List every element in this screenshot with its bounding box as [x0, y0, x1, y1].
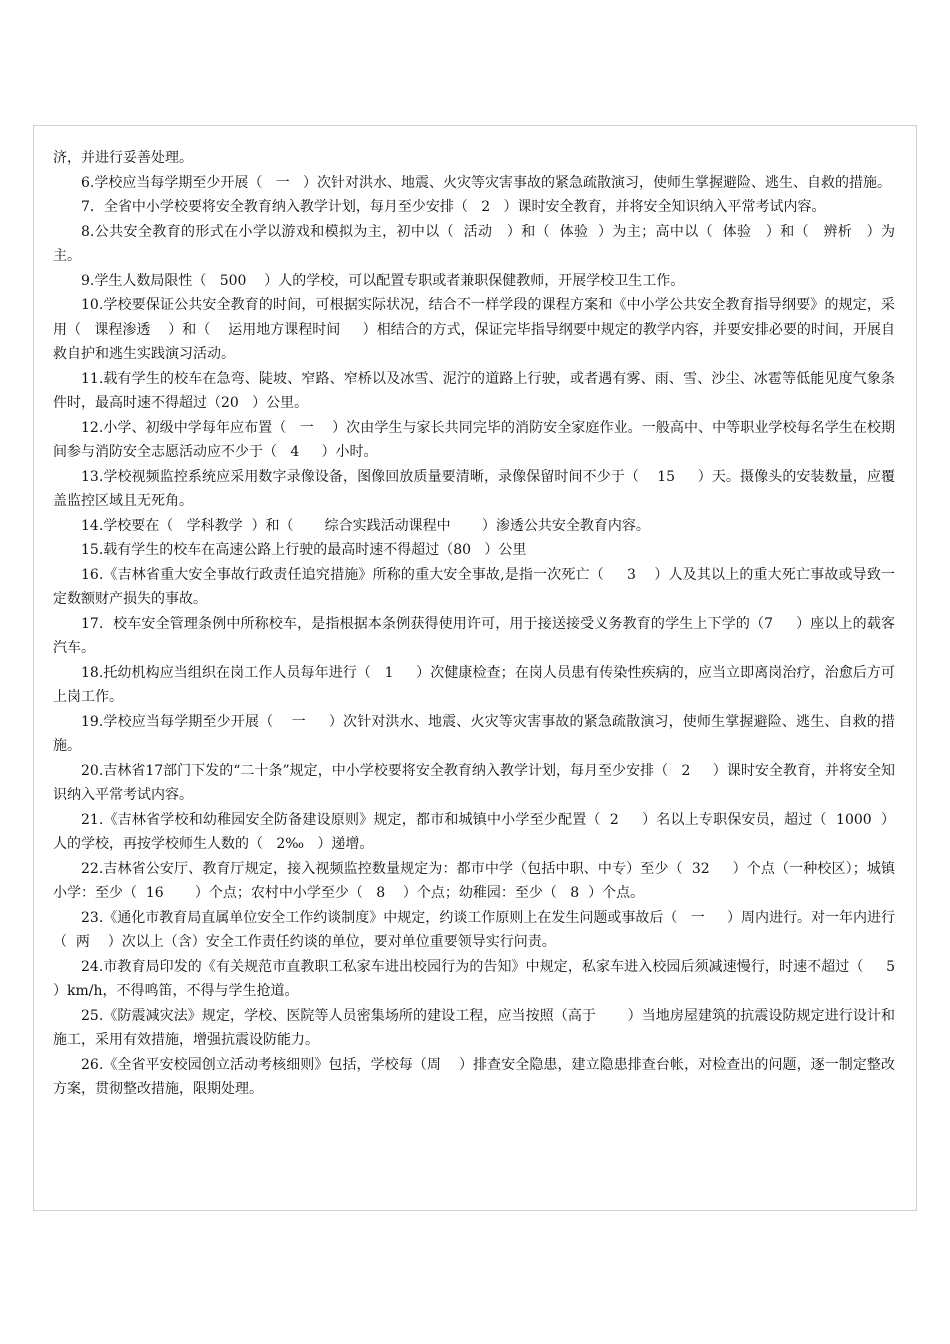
question-26: 26.《全省平安校园创立活动考核细则》包括，学校每（周 ）排查安全隐患，建立隐患排查台帐，对检查出的问题，逐一制定整改方案，贯彻整改措施，限期处理。	[53, 1056, 895, 1097]
question-13: 13.学校视频监控系统应采用数字录像设备，图像回放质量要清晰，录像保留时间不少于（ 15 ）天。摄像头的安装数量，应覆盖监控区域且无死角。	[53, 468, 895, 509]
question-18: 18.托幼机构应当组织在岗工作人员每年进行（ 1 ）次健康检查；在岗人员患有传染性疾病的，应当立即离岗治疗，治愈后方可上岗工作。	[53, 664, 895, 705]
question-21: 21.《吉林省学校和幼稚园安全防备建设原则》规定，都市和城镇中小学至少配置（ 2 ）名以上专职保安员，超过（ 1000 ）人的学校，再按学校师生人数的（ 2‰ ）递增。	[53, 811, 895, 852]
question-14: 14.学校要在（ 学科教学 ）和（ 综合实践活动课程中 ）渗透公共安全教育内容。	[81, 517, 650, 534]
question-10: 10.学校要保证公共安全教育的时间，可根据实际状况，结合不一样学段的课程方案和《中小学公共安全教育指导纲要》的规定，采用（ 课程渗透 ）和（ 运用地方课程时间 ）相结合的方式，保证完毕指导纲要中规定的教学内容，并要安排必要的时间，开展自救自护和逃生实践演习活动。	[53, 297, 895, 362]
question-20: 20.吉林省17部门下发的“二十条”规定，中小学校要将安全教育纳入教学计划，每月至少安排（ 2 ）课时安全教育，并将安全知识纳入平常考试内容。	[53, 762, 895, 803]
question-24: 24.市教育局印发的《有关规范市直教职工私家车进出校园行为的告知》中规定，私家车进入校园后须减速慢行，时速不超过（ 5 ）km/h，不得鸣笛，不得与学生抢道。	[53, 958, 918, 999]
question-11: 11.载有学生的校车在急弯、陡坡、窄路、窄桥以及冰雪、泥泞的道路上行驶，或者遇有雾、雨、雪、沙尘、冰雹等低能见度气象条件时，最高时速不得超过（20 ）公里。	[53, 370, 895, 411]
question-17: 17．校车安全管理条例中所称校车，是指根据本条例获得使用许可，用于接送接受义务教育的学生上下学的（7 ）座以上的载客汽车。	[53, 615, 895, 656]
question-8: 8.公共安全教育的形式在小学以游戏和模拟为主，初中以（ 活动 ）和（ 体验 ）为主；高中以（ 体验 ）和（ 辨析 ）为主。	[53, 223, 895, 264]
question-7: 7．全省中小学校要将安全教育纳入教学计划，每月至少安排（ 2 ）课时安全教育，并将安全知识纳入平常考试内容。	[81, 199, 826, 215]
question-15: 15.载有学生的校车在高速公路上行驶的最高时速不得超过（80 ）公里	[81, 542, 527, 558]
question-23: 23.《通化市教育局直属单位安全工作约谈制度》中规定，约谈工作原则上在发生问题或事故后（ 一 ）周内进行。对一年内进行（ 两 ）次以上（含）安全工作责任约谈的单位，要对单位重要领导实行问责。	[53, 909, 895, 950]
document-body	[53, 146, 918, 1102]
question-19: 19.学校应当每学期至少开展（ 一 ）次针对洪水、地震、火灾等灾害事故的紧急疏散演习，使师生掌握避险、逃生、自救的措施。	[53, 713, 895, 754]
question-25: 25.《防震减灾法》规定，学校、医院等人员密集场所的建设工程，应当按照（高于 ）当地房屋建筑的抗震设防规定进行设计和施工，采用有效措施，增强抗震设防能力。	[53, 1007, 895, 1048]
question-9: 9.学生人数局限性（ 500 ）人的学校，可以配置专职或者兼职保健教师，开展学校卫生工作。	[81, 272, 685, 289]
question-6: 6.学校应当每学期至少开展（ 一 ）次针对洪水、地震、火灾等灾害事故的紧急疏散演习，使师生掌握避险、逃生、自救的措施。	[81, 174, 892, 191]
question-12: 12.小学、初级中学每年应布置（ 一 ）次由学生与家长共同完毕的消防安全家庭作业。一般高中、中等职业学校每名学生在校期间参与消防安全志愿活动应不少于（ 4 ）小时。	[53, 419, 895, 460]
paragraph-continued: 济，并进行妥善处理。	[53, 150, 193, 166]
question-16: 16.《吉林省重大安全事故行政责任追究措施》所称的重大安全事故,是指一次死亡（ 3 ）人及其以上的重大死亡事故或导致一定数额财产损失的事故。	[53, 566, 895, 607]
question-22: 22.吉林省公安厅、教育厅规定，接入视频监控数量规定为：都市中学（包括中职、中专）至少（ 32 ）个点（一种校区）；城镇小学：至少（ 16 ）个点；农村中小学至少（ 8 ）个点；幼稚园：至少（ 8 ）个点。	[53, 860, 895, 901]
